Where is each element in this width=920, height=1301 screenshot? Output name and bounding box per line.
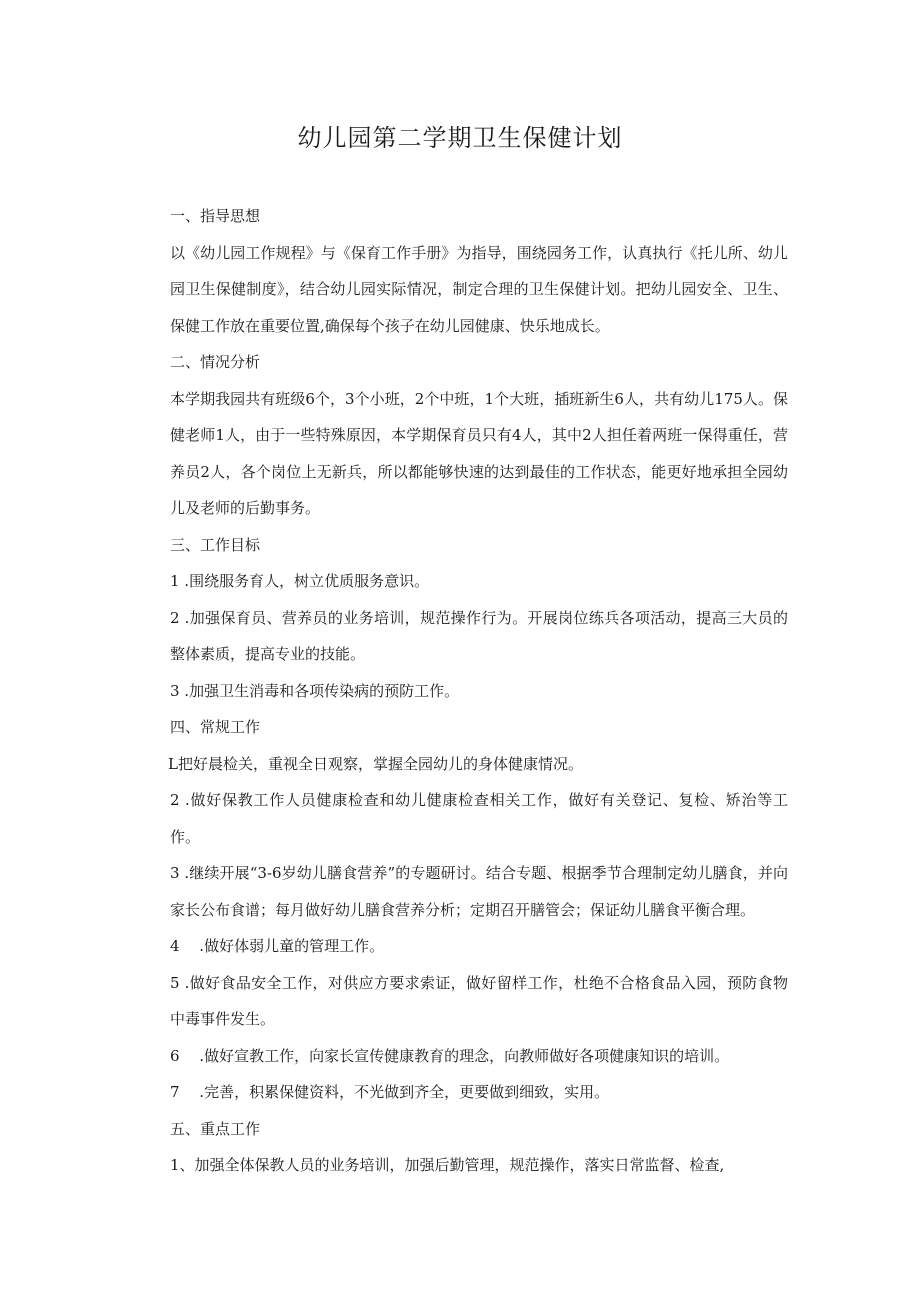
section-heading: 一、指导思想 [170, 207, 261, 225]
list-item: 5 .做好食品安全工作，对供应方要求索证，做好留样工作，杜绝不合格食品入园，预防食物中毒事件发生。 [170, 973, 788, 1028]
list-item: 6 .做好宣教工作，向家长宣传健康教育的理念，向教师做好各项健康知识的培训。 [170, 1046, 730, 1065]
list-item: 4 .做好体弱儿童的管理工作。 [170, 937, 385, 955]
list-item: 2 .做好保教工作人员健康检查和幼儿健康检查相关工作，做好有关登记、复检、矫治等工作。 [170, 791, 788, 846]
document-body [138, 198, 788, 1184]
section-heading: 五、重点工作 [170, 1119, 261, 1138]
section-heading: 二、情况分析 [170, 353, 261, 371]
list-item: 3 .继续开展“3-6岁幼儿膳食营养”的专题研讨。结合专题、根据季节合理制定幼儿膳食，并向家长公布食谱；每月做好幼儿膳食营养分析；定期召开膳管会；保证幼儿膳食平衡合理。 [170, 864, 788, 919]
list-item: 7 .完善，积累保健资料，不光做到齐全，更要做到细致，实用。 [170, 1083, 610, 1101]
list-item: 2 .加强保育员、营养员的业务培训，规范操作行为。开展岗位练兵各项活动，提高三大员的整体素质，提高专业的技能。 [170, 608, 788, 663]
document-title: 幼儿园第二学期卫生保健计划 [297, 124, 623, 152]
paragraph-analysis: 本学期我园共有班级6个，3个小班，2个中班，1个大班，插班新生6人，共有幼儿175人。保健老师1人，由于一些特殊原因，本学期保育员只有4人，其中2人担任着两班一保得重任，营养员2人，各个岗位上无新兵，所以都能够快速的达到最佳的工作状态，能更好地承担全园幼儿及老师的后勤事务。 [170, 389, 788, 517]
section-heading: 四、常规工作 [170, 718, 261, 736]
paragraph-guiding: 以《幼儿园工作规程》与《保育工作手册》为指导，围绕园务工作，认真执行《托儿所、幼儿园卫生保健制度》，结合幼儿园实际情况，制定合理的卫生保健计划。把幼儿园安全、卫生、保健工作放在重要位置,确保每个孩子在幼儿园健康、快乐地成长。 [170, 243, 788, 335]
list-item: 1 .围绕服务育人，树立优质服务意识。 [170, 572, 430, 590]
section-heading: 三、工作目标 [170, 535, 261, 554]
list-item: 3 .加强卫生消毒和各项传染病的预防工作。 [170, 681, 460, 700]
list-item: 1、加强全体保教人员的业务培训，加强后勤管理，规范操作，落实日常监督、检查, [170, 1156, 725, 1174]
list-item: L把好晨检关，重视全日观察，掌握全园幼儿的身体健康情况。 [168, 754, 583, 773]
